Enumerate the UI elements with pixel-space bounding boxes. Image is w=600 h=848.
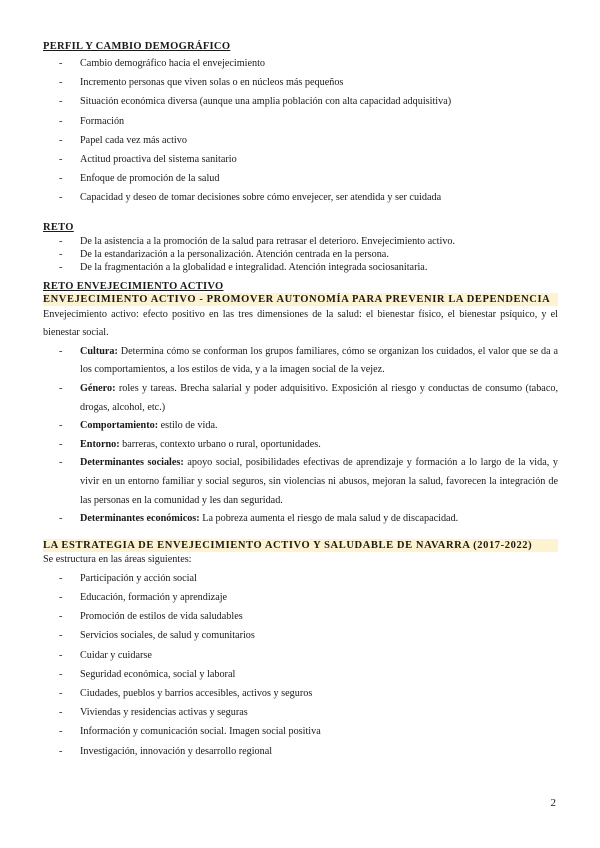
list-item [43, 343, 558, 380]
list-item: - Situación económica diversa (aunque una amplia población con alta capacidad adquisitiva) [43, 92, 558, 111]
term-description: roles y tareas. Brecha salarial y poder adquisitivo. Exposición al riesgo y conductas de consumo (tabaco, drogas, alcohol, etc.) [80, 383, 558, 413]
list-determinantes [43, 343, 558, 529]
list-item: - Enfoque de promoción de la salud [43, 169, 558, 188]
term-label: Género: [80, 383, 116, 394]
term-description: Determina cómo se conforman los grupos familiares, cómo se organizan los cuidados, el valor que se da a los comportamientos, a los estilos de vida, y a la imagen social de la vejez. [80, 345, 558, 376]
list-item: - De la asistencia a la promoción de la salud para retrasar el deterioro. Envejecimiento activo. [43, 235, 558, 248]
list-item: - Formación [43, 112, 558, 131]
term-label: Comportamiento: [80, 420, 159, 432]
list-item: - Ciudades, pueblos y barrios accesibles, activos y seguros [43, 684, 558, 703]
intro-estrategia: Se estructura en las áreas siguientes: [43, 553, 192, 565]
list-item: - De la fragmentación a la globalidad e integralidad. Atención integrada sociosanitaria. [43, 261, 558, 274]
section-heading-reto: RETO [43, 221, 74, 233]
list-item: - Educación, formación y aprendizaje [43, 588, 558, 607]
term-label: Determinantes sociales: [80, 457, 184, 469]
list-item: - Promoción de estilos de vida saludables [43, 607, 558, 626]
subheading-envejecimiento-activo: ENVEJECIMIENTO ACTIVO - PROMOVER AUTONOMÍA PARA PREVENIR LA DEPENDENCIA [43, 293, 558, 306]
list-item: - Capacidad y deseo de tomar decisiones sobre cómo envejecer, ser atendida y ser cuidada [43, 188, 558, 207]
list-item [43, 454, 558, 510]
list-item: - Seguridad económica, social y laboral [43, 665, 558, 684]
term-label: Cultura: [80, 345, 118, 357]
term-description: apoyo social, posibilidades efectivas de aprendizaje y formación a lo largo de la vida, y vivir en un entorno familiar y social seguros, sin violencias ni abusos, mejoran la salud, favorecen la integración de las personas en la comunidad y les dan seguridad. [80, 457, 558, 506]
list-areas [43, 569, 558, 761]
list-item [43, 436, 558, 455]
term-description: barreras, contexto urbano o rural, oportunidades. [119, 438, 321, 450]
term-description: estilo de vida. [158, 420, 218, 432]
list-item [43, 417, 558, 436]
section-heading-reto-envejecimiento: RETO ENVEJECIMIENTO ACTIVO [43, 280, 224, 292]
list-item: - Cuidar y cuidarse [43, 646, 558, 665]
list-item: - Información y comunicación social. Imagen social positiva [43, 722, 558, 741]
page-number: 2 [550, 797, 556, 809]
term-label: Determinantes económicos: [80, 513, 200, 525]
list-item: - Viviendas y residencias activas y seguras [43, 703, 558, 722]
list-item: - Investigación, innovación y desarrollo regional [43, 742, 558, 761]
list-perfil [43, 54, 558, 208]
list-item: - De la estandarización a la personalización. Atención centrada en la persona. [43, 248, 558, 261]
list-item: - Incremento personas que viven solas o en núcleos más pequeños [43, 73, 558, 92]
intro-envejecimiento-activo: Envejecimiento activo: efecto positivo en las tres dimensiones de la salud: el bienestar físico, el bienestar psíquico, y el bienestar social. [43, 308, 558, 339]
list-item [43, 380, 558, 417]
list-item: - Servicios sociales, de salud y comunitarios [43, 626, 558, 645]
section-heading-estrategia: LA ESTRATEGIA DE ENVEJECIMIENTO ACTIVO Y SALUDABLE DE NAVARRA (2017-2022) [43, 539, 558, 552]
list-item [43, 510, 558, 529]
term-description: La pobreza aumenta el riesgo de mala salud y de discapacidad. [199, 513, 459, 525]
list-item: - Papel cada vez más activo [43, 131, 558, 150]
document-page [43, 40, 558, 761]
list-item: - Participación y acción social [43, 569, 558, 588]
list-item: - Actitud proactiva del sistema sanitario [43, 150, 558, 169]
term-label: Entorno: [80, 438, 120, 450]
list-item: - Cambio demográfico hacia el envejecimiento [43, 54, 558, 73]
list-reto [43, 235, 558, 274]
section-heading-perfil: PERFIL Y CAMBIO DEMOGRÁFICO [43, 41, 231, 52]
